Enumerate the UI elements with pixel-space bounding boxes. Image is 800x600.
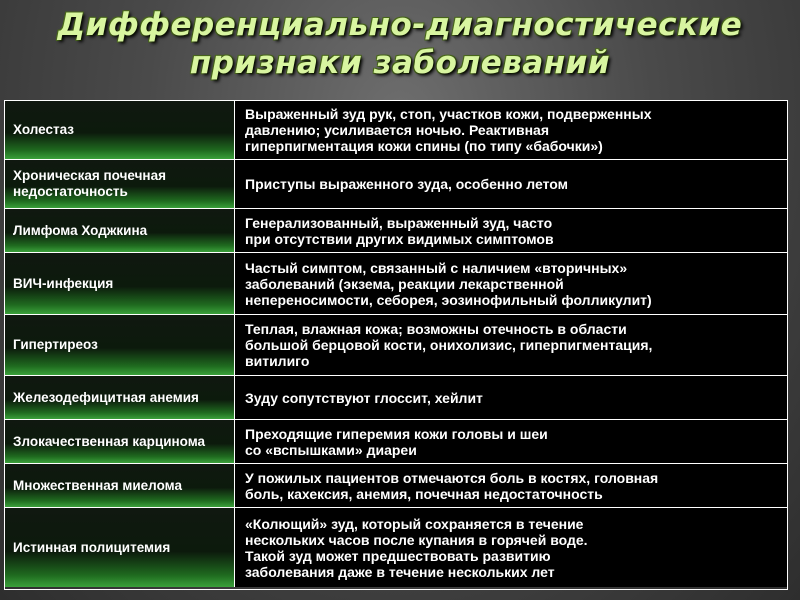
disease-cell: Истинная полицитемия [5, 508, 235, 587]
disease-cell: ВИЧ-инфекция [5, 253, 235, 314]
disease-cell: Железодефицитная анемия [5, 376, 235, 419]
table-row [5, 420, 787, 464]
diagnosis-table [4, 100, 788, 590]
disease-cell: Холестаз [5, 101, 235, 159]
description-cell: Приступы выраженного зуда, особенно летом [235, 160, 787, 208]
table-row [5, 160, 787, 209]
title-line-2: признаки заболеваний [189, 45, 611, 81]
disease-cell: Лимфома Ходжкина [5, 209, 235, 252]
disease-cell: Гипертиреоз [5, 315, 235, 375]
description-cell: Преходящие гиперемия кожи головы и шеи со «вспышками» диареи [235, 420, 787, 463]
description-cell: У пожилых пациентов отмечаются боль в костях, головная боль, кахексия, анемия, почечная недостаточность [235, 464, 787, 507]
disease-cell: Хроническая почечная недостаточность [5, 160, 235, 208]
description-cell: Теплая, влажная кожа; возможны отечность в области большой берцовой кости, онихолизис, гиперпигментация, витилиго [235, 315, 787, 375]
slide-title [0, 6, 800, 82]
disease-cell: Множественная миелома [5, 464, 235, 507]
description-cell: Выраженный зуд рук, стоп, участков кожи, подверженных давлению; усиливается ночью. Реактивная гиперпигментация кожи спины (по типу «бабочки») [235, 101, 787, 159]
table-row [5, 508, 787, 587]
description-cell: Генерализованный, выраженный зуд, часто при отсутствии других видимых симптомов [235, 209, 787, 252]
table-row [5, 464, 787, 508]
table-row [5, 253, 787, 315]
title-line-1: Дифференциально-диагностические [57, 7, 743, 43]
table-row [5, 315, 787, 376]
description-cell: Зуду сопутствуют глоссит, хейлит [235, 376, 787, 419]
table-row [5, 101, 787, 160]
disease-cell: Злокачественная карцинома [5, 420, 235, 463]
table-row [5, 376, 787, 420]
description-cell: Частый симптом, связанный с наличием «вторичных» заболеваний (экзема, реакции лекарственной непереносимости, себорея, эозинофильный фолликулит) [235, 253, 787, 314]
table-row [5, 209, 787, 253]
description-cell: «Колющий» зуд, который сохраняется в течение нескольких часов после купания в горячей воде. Такой зуд может предшествовать развитию заболевания даже в течение нескольких лет [235, 508, 787, 587]
